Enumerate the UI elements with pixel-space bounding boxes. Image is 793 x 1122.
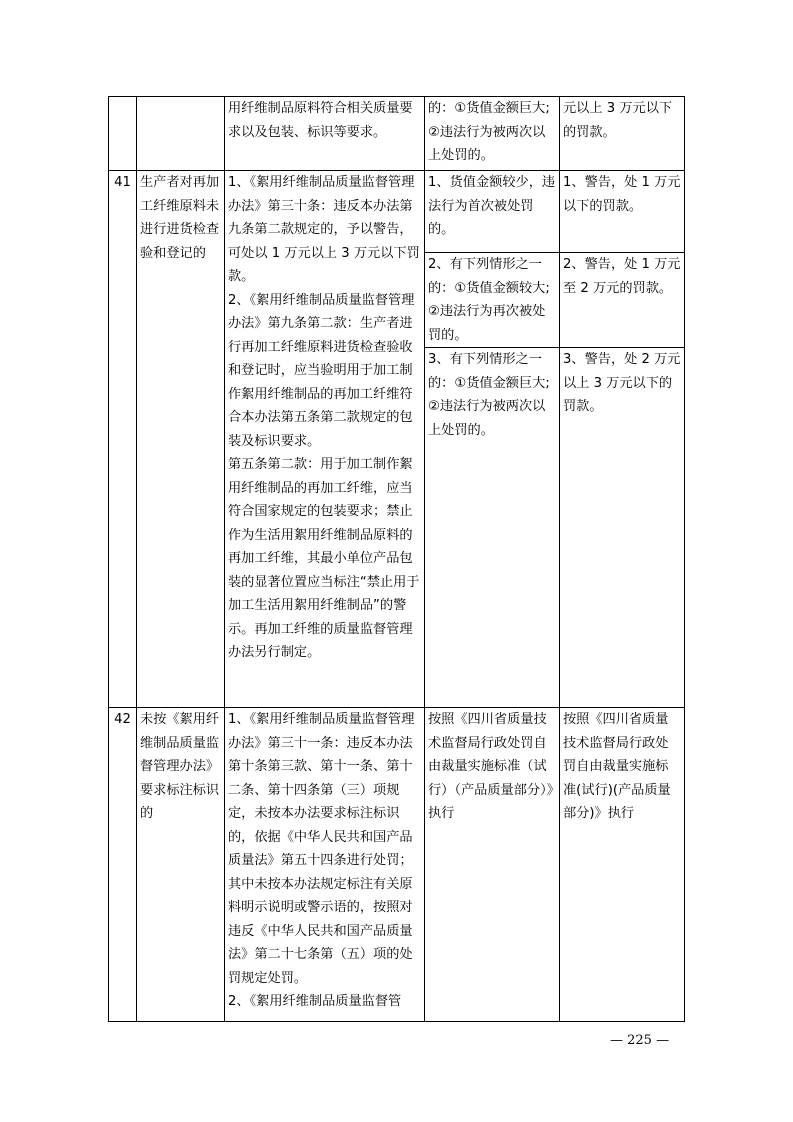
violation-item: 未按《絮用纤维制品质量监督管理办法》要求标注标识的: [137, 708, 225, 1022]
table-row: [109, 97, 685, 171]
table-row: [109, 171, 685, 253]
table-row: [109, 708, 685, 1022]
penalty-table: [108, 96, 685, 1022]
violation-item: 生产者对再加工纤维原料未进行进货检查验和登记的: [137, 171, 225, 708]
penalty-standard: 1、警告，处 1 万元以下的罚款。: [560, 171, 685, 253]
row-number: [109, 97, 137, 171]
legal-basis: 用纤维制品原料符合相关质量要求以及包装、标识等要求。: [225, 97, 425, 171]
penalty-standard: 2、警告，处 1 万元至 2 万元的罚款。: [560, 253, 685, 348]
circumstance: 3、有下列情形之一的：①货值金额巨大;②违法行为被两次以上处罚的。: [425, 348, 560, 708]
violation-item: [137, 97, 225, 171]
legal-basis: 1、《絮用纤维制品质量监督管理办法》第三十一条：违反本办法第十条第三款、第十一条、第十二条、第十四条第（三）项规定，未按本办法要求标注标识的，依据《中华人民共和国产品质量法》第五十四条进行处罚；其中未按本办法规定标注有关原料明示说明或警示语的，按照对违反《中华人民共和国产品质量法》第二十七条第（五）项的处罚规定处罚。 2、《絮用纤维制品质量监督管: [225, 708, 425, 1022]
row-number: 42: [109, 708, 137, 1022]
legal-basis: 1、《絮用纤维制品质量监督管理办法》第三十条：违反本办法第九条第二款规定的，予以警告，可处以 1 万元以上 3 万元以下罚款。 2、《絮用纤维制品质量监督管理办法》第九条第二款：生产者进行再加工纤维原料进货检查验收和登记时，应当验明用于加工制作絮用纤维制品的再加工纤维符合本办法第五条第二款规定的包装及标识要求。 第五条第二款：用于加工制作絮用纤维制品的再加工纤维，应当符合国家规定的包装要求；禁止作为生活用絮用纤维制品原料的再加工纤维，其最小单位产品包装的显著位置应当标注“禁止用于加工生活用絮用纤维制品”的警示。再加工纤维的质量监督管理办法另行制定。: [225, 171, 425, 708]
circumstance: 1、货值金额较少，违法行为首次被处罚的。: [425, 171, 560, 253]
circumstance: 的：①货值金额巨大;②违法行为被两次以上处罚的。: [425, 97, 560, 171]
row-number: 41: [109, 171, 137, 708]
penalty-standard: 元以上 3 万元以下的罚款。: [560, 97, 685, 171]
penalty-standard: 3、警告，处 2 万元以上 3 万元以下的罚款。: [560, 348, 685, 708]
page-number: — 225 —: [610, 1033, 670, 1048]
circumstance: 2、有下列情形之一的：①货值金额较大;②违法行为再次被处罚的。: [425, 253, 560, 348]
circumstance: 按照《四川省质量技术监督局行政处罚自由裁量实施标准（试行）（产品质量部分）》执行: [425, 708, 560, 1022]
penalty-standard: 按照《四川省质量技术监督局行政处罚自由裁量实施标准(试行)(产品质量部分)》执行: [560, 708, 685, 1022]
